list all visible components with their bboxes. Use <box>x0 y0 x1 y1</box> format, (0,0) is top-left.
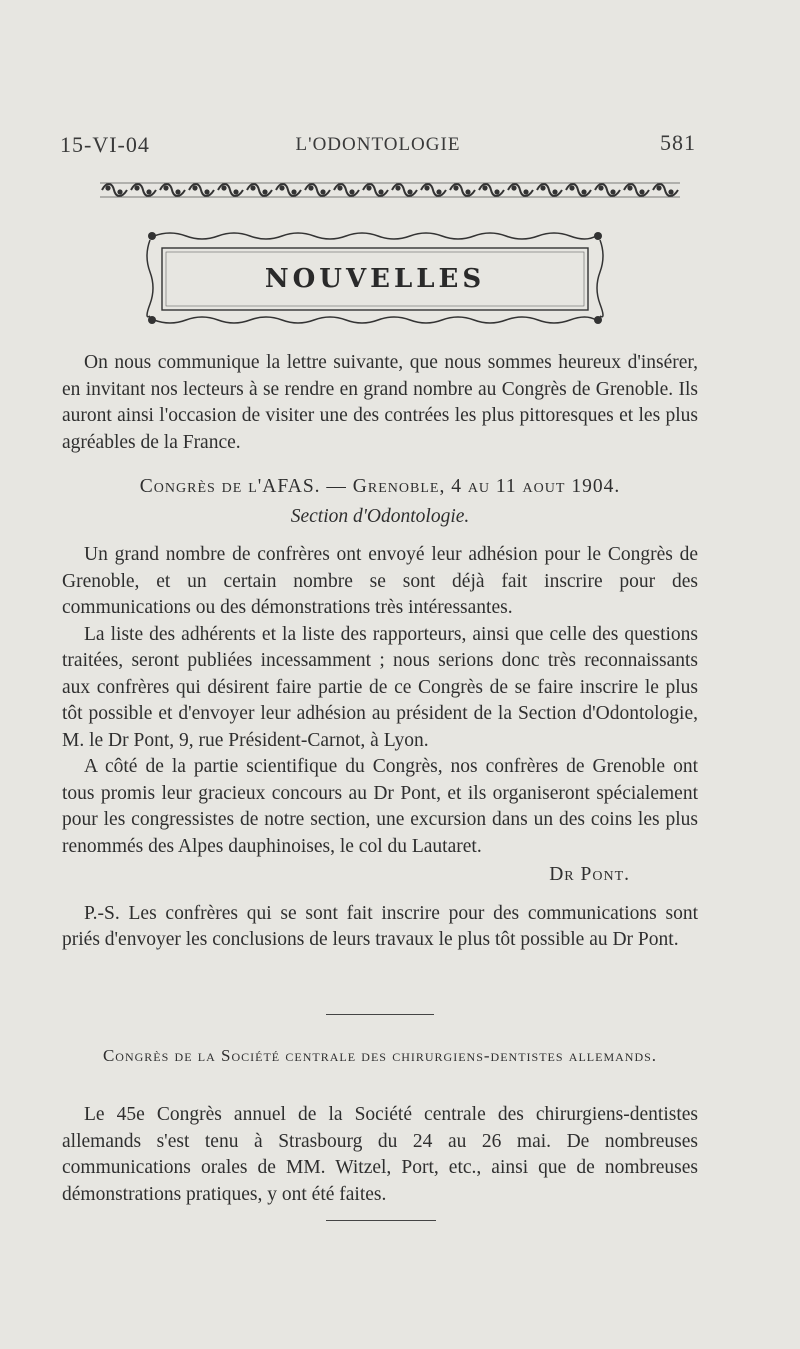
ornament-band <box>100 180 680 200</box>
intro-paragraph: On nous communique la lettre suivante, que nous sommes heureux d'insérer, en invitant nos lecteurs à se rendre en grand nombre au Congrès de Grenoble. Ils auront ainsi l'occasion de visiter une des contrées les plus pittoresques et les plus agréables de la France. <box>62 352 698 453</box>
signature: Dr Pont. <box>549 864 630 885</box>
congress1-paragraph-3: A côté de la partie scientifique du Congrès, nos confrères de Grenoble ont tous promis leur gracieux concours au Dr Pont, et ils organiseront spécialement pour les congressistes de notre section, une excursion dans un des coins les plus renommés des Alpes dauphinoises, le col du Lautaret. <box>62 756 698 857</box>
running-head <box>60 128 696 168</box>
page-number: 581 <box>660 130 696 155</box>
congress1-paragraph-2: La liste des adhérents et la liste des rapporteurs, ainsi que celle des questions traitées, seront publiées incessamment ; nous serions donc très reconnaissants aux confrères qui désirent faire partie de ce Congrès de se faire inscrire le plus tôt possible et d'envoyer leur adhésion au président de la Section d'Odontologie, M. le Dr Pont, 9, rue Président-Carnot, à Lyon. <box>62 623 698 751</box>
congress1-paragraph-1: Un grand nombre de confrères ont envoyé leur adhésion pour le Congrès de Grenoble, et un certain nombre se sont déjà fait inscrire pour des communications ou des démonstrations très intéressantes. <box>62 544 698 618</box>
intro-block <box>62 350 698 456</box>
congress1-heading: Congrès de l'AFAS. — Grenoble, 4 au 11 aout 1904. <box>139 476 621 497</box>
section-title-frame <box>140 226 610 330</box>
postscript: P.-S. Les confrères qui se sont fait inscrire pour des communications sont priés d'envoyer les conclusions de leurs travaux le plus tôt possible au Dr Pont. <box>62 902 698 950</box>
congress2-body <box>62 1102 698 1208</box>
separator-rule <box>326 1014 434 1015</box>
congress2-heading: Congrès de la Société centrale des chirurgiens-dentistes allemands. <box>102 1046 658 1065</box>
end-rule <box>326 1220 436 1221</box>
section-title: NOUVELLES <box>264 264 486 294</box>
issue-date: 15-VI-04 <box>60 132 150 157</box>
congress1-subheading: Section d'Odontologie. <box>290 506 470 527</box>
congress1-body <box>62 542 698 954</box>
journal-title: L'ODONTOLOGIE <box>295 134 461 155</box>
congress2-paragraph: Le 45e Congrès annuel de la Société centrale des chirurgiens-dentistes allemands s'est tenu à Strasbourg du 24 au 26 mai. De nombreuses communications orales de MM. Witzel, Port, etc., ainsi que de nombreuses démonstrations pratiques, y ont été faites. <box>62 1104 698 1205</box>
